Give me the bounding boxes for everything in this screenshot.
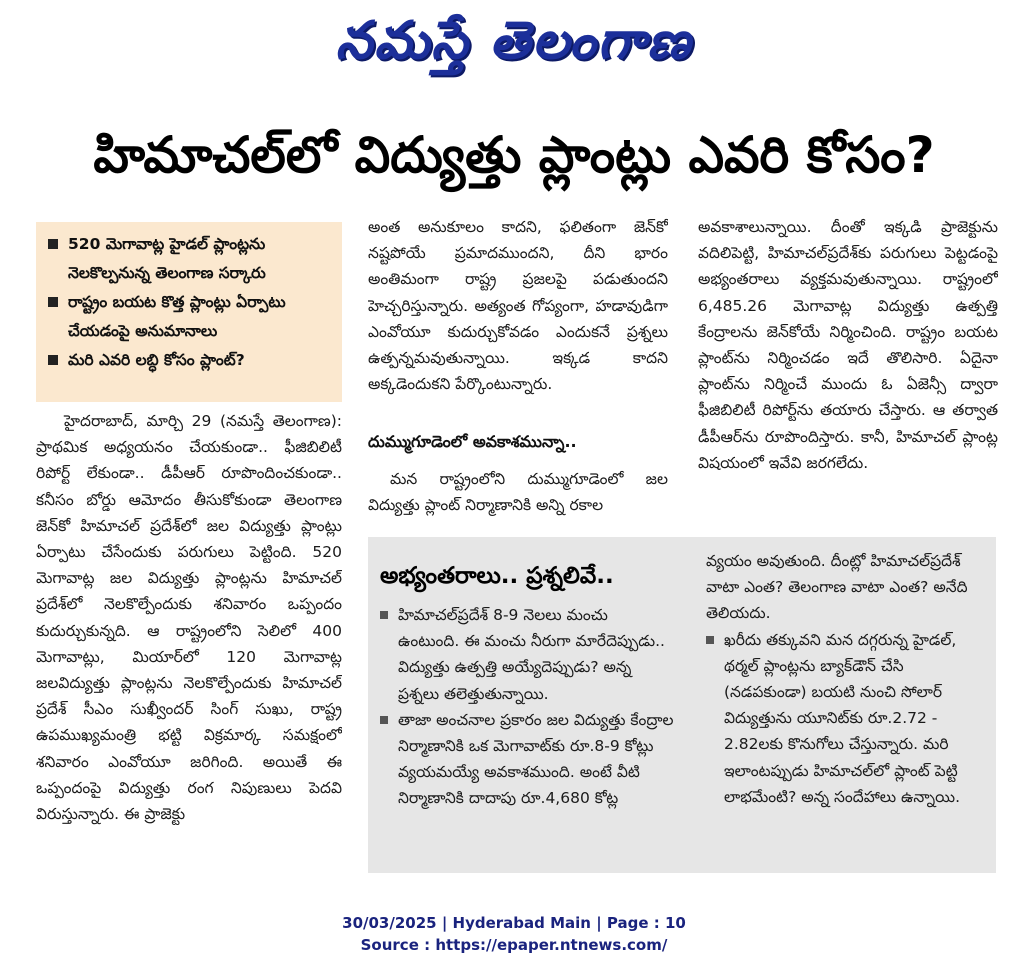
objection-item <box>380 602 674 707</box>
objection-text: తాజా అంచనాల ప్రకారం జల విద్యుత్తు కేంద్రాల నిర్మాణానికి ఒక మెగావాట్‌కు రూ.8-9 కోట్లు వ్యయమయ్యే అవకాశముంది. అంటే వీటి నిర్మాణానికి దాదాపు రూ.4,680 కోట్ల <box>398 710 674 808</box>
article-column-2b <box>368 466 668 526</box>
article-headline: హిమాచల్‌లో విద్యుత్తు ప్లాంట్లు ఎవరి కోసం? <box>93 126 935 184</box>
square-bullet-icon <box>380 716 388 724</box>
objection-item <box>380 707 674 812</box>
highlight-item <box>48 230 332 288</box>
objections-left-column <box>380 602 674 864</box>
column-2-text: అంత అనుకూలం కాదని, ఫలితంగా జెన్‌కో నష్టపోయే ప్రమాదముందని, దీని భారం అంతిమంగా రాష్ట్ర ప్రజలపై పడుతుందని హెచ్చరిస్తున్నారు. అత్యంత గోప్యంగా, హడావుడిగా ఎంవోయూ కుదుర్చుకోవడం ఎందుకనే ప్రశ్నలు ఉత్పన్నమవుతున్నాయి. ఇక్కడ కాదని అక్కడెందుకని పేర్కొంటున్నారు. <box>368 218 668 394</box>
square-bullet-icon <box>706 636 714 644</box>
objection-text: హిమాచల్‌ప్రదేశ్‌ 8-9 నెలలు మంచు ఉంటుంది. ఈ మంచు నీరుగా మారేదెప్పుడు.. విద్యుత్తు ఉత్పత్తి అయ్యేదెప్పుడు? అన్న ప్రశ్నలు తలెత్తుతున్నాయి. <box>398 606 665 703</box>
highlights-box <box>36 222 342 402</box>
highlight-item <box>48 346 332 375</box>
square-bullet-icon <box>48 297 58 307</box>
highlight-text: మరి ఎవరి లబ్ధి కోసం ప్లాంట్‌? <box>68 351 245 369</box>
square-bullet-icon <box>48 355 58 365</box>
objection-item <box>706 627 988 810</box>
article-column-2 <box>368 214 668 414</box>
page-footer <box>0 912 1028 956</box>
footer-date-edition: 30/03/2025 | Hyderabad Main | Page : 10 <box>342 914 686 932</box>
masthead-logo: నమస్తే తెలంగాణ <box>335 10 693 71</box>
column-3-text: అవకాశాలున్నాయి. దీంతో ఇక్కడి ప్రాజెక్టును వదిలిపెట్టి, హిమాచల్‌ప్రదేశ్‌కు పరుగులు పెట్టడంపై అభ్యంతరాలు వ్యక్తమవుతున్నాయి. రాష్ట్రంలో 6,485.26 మెగావాట్ల విద్యుత్తు ఉత్పత్తి కేంద్రాలను జెన్‌కోయే నిర్మించింది. రాష్ట్రం బయట ప్లాంట్‌ను నిర్మించడం ఇదే తొలిసారి. ఏదైనా ప్లాంట్‌ను నిర్మించే ముందు ఓ ఏజెన్సీ ద్వారా ఫీజిబిలిటీ రిపోర్ట్‌ను తయారు చేస్తారు. ఆ తర్వాత డీపీఆర్‌ను రూపొందిస్తారు. కానీ, హిమాచల్‌ ప్లాంట్ల విషయంలో ఇవేవి జరగలేదు. <box>698 218 998 472</box>
square-bullet-icon <box>48 239 58 249</box>
square-bullet-icon <box>380 611 388 619</box>
objection-continued-text: వ్యయం అవుతుంది. దీంట్లో హిమాచల్‌ప్రదేశ్‌ వాటా ఎంత? తెలంగాణ వాటా ఎంత? అనేది తెలియదు. <box>706 552 968 623</box>
objections-box-title: అభ్యంతరాలు.. ప్రశ్నలివే.. <box>380 563 614 589</box>
column-1-text: హైదరాబాద్‌, మార్చి 29 (నమస్తే తెలంగాణ): ప్రాథమిక అధ్యయనం చేయకుండా.. ఫీజిబిలిటీ రిపోర్ట్‌ లేకుండా.. డీపీఆర్‌ రూపొందించకుండా.. కనీసం బోర్డు ఆమోదం తీసుకోకుండా తెలంగాణ జెన్‌కో హిమాచల్‌ ప్రదేశ్‌లో జల విద్యుత్తు ప్లాంట్లు ఏర్పాటు చేసేందుకు పరుగులు పెట్టింది. 520 మెగావాట్ల జల విద్యుత్తు ప్లాంట్లను హిమాచల్‌ ప్రదేశ్‌లో నెలకొల్పేందుకు శనివారం ఒప్పందం కుదుర్చుకున్నది. ఆ రాష్ట్రంలోని సెలిలో 400 మెగావాట్లు, మియార్‌లో 120 మెగావాట్ల జలవిద్యుత్తు ప్లాంట్లను నెలకొల్పేందుకు హిమాచల్‌ ప్రదేశ్‌ సీఎం సుఖ్వీందర్‌ సింగ్‌ సుఖు, రాష్ట్ర ఉపముఖ్యమంత్రి భట్టి విక్రమార్క సమక్షంలో శనివారం ఎంవోయూ జరిగింది. అయితే ఈ ఒప్పందంపై విద్యుత్తు రంగ నిపుణులు పెదవి విరుస్తున్నారు. ఈ ప్రాజెక్టు <box>36 412 342 824</box>
article-column-3 <box>698 214 998 519</box>
footer-source-link[interactable]: Source : https://epaper.ntnews.com/ <box>360 936 668 954</box>
objection-text: ఖరీదు తక్కువని మన దగ్గరున్న హైడల్‌, థర్మల్‌ ప్లాంట్లను బ్యాక్‌డౌన్‌ చేసి (నడపకుండా) బయటి నుంచి సోలార్‌ విద్యుత్తును యూనిట్‌కు రూ.2.72 - 2.82లకు కొనుగోలు చేస్తున్నారు. మరి ఇలాంటప్పుడు హిమాచల్‌లో ప్లాంట్‌ పెట్టి లాభమేంటి? అన్న సందేహాలు ఉన్నాయి. <box>724 630 961 806</box>
objections-right-column <box>706 548 988 866</box>
highlight-item <box>48 288 332 346</box>
highlight-text: 520 మెగావాట్ల హైడల్‌ ప్లాంట్లను నెలకొల్పనున్న తెలంగాణ సర్కారు <box>68 235 266 282</box>
article-column-1 <box>36 408 342 893</box>
highlight-text: రాష్ట్రం బయట కొత్త ప్లాంట్లు ఏర్పాటు చేయడంపై అనుమానాలు <box>68 293 286 340</box>
section-subheading: దుమ్ముగూడెంలో అవకాశమున్నా.. <box>368 432 577 451</box>
column-2b-text: మన రాష్ట్రంలోని దుమ్ముగూడెంలో జల విద్యుత్తు ప్లాంట్‌ నిర్మాణానికి అన్ని రకాల <box>368 470 668 515</box>
